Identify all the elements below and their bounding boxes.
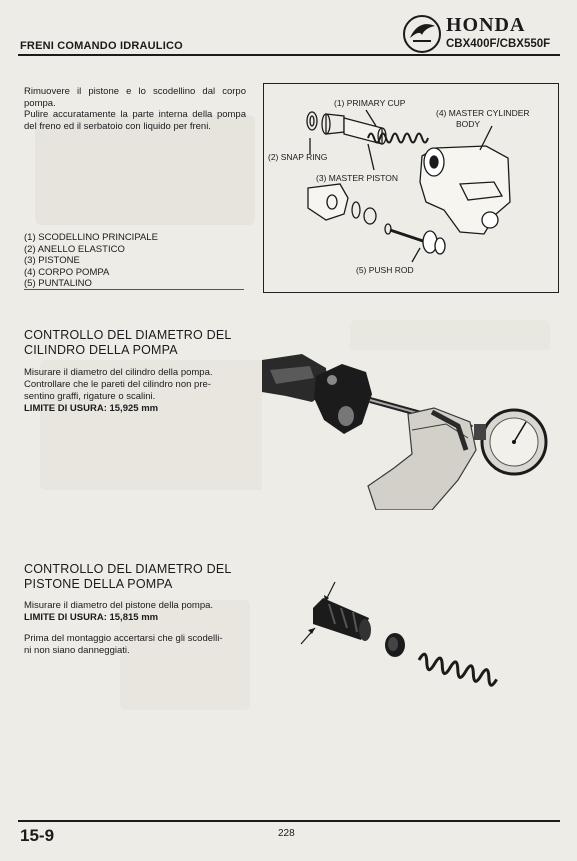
list-divider (24, 289, 244, 290)
honda-wing-logo-icon (402, 14, 442, 54)
list-item: (1) SCODELLINO PRINCIPALE (24, 232, 158, 243)
piston-parts-photo (295, 578, 515, 708)
label-snap-ring: (2) SNAP RING (268, 152, 328, 162)
parts-list (24, 232, 254, 290)
piston-note-line: ni non siano danneggiati. (24, 645, 130, 656)
leader-line (368, 144, 374, 170)
header-rule (18, 54, 560, 56)
section-page-id: 15-9 (20, 826, 55, 845)
piston-heading-line2: PISTONE DELLA POMPA (24, 576, 173, 591)
list-item: (2) ANELLO ELASTICO (24, 243, 125, 255)
footer-rule (18, 820, 560, 822)
list-item: (3) PISTONE (24, 255, 80, 267)
cylinder-text-line: Misurare il diametro del cilindro della pompa. (24, 367, 213, 378)
intro-text-2: Pulire accuratamente la parte interna della pompa del freno ed il serbatoio con liquido per freni. (24, 109, 246, 132)
piston-section-heading (24, 562, 232, 591)
master-piston-part (344, 118, 382, 144)
label-master-piston: (3) MASTER PISTON (316, 173, 399, 183)
brand-name: HONDA (446, 14, 526, 36)
list-item: (4) CORPO POMPA (24, 266, 110, 278)
list-item: (5) PUNTALINO (24, 278, 92, 290)
piston-wear-limit: LIMITE DI USURA: 15,815 mm (24, 612, 159, 623)
page-number: 228 (278, 828, 295, 839)
label-push-rod: (5) PUSH ROD (356, 265, 414, 275)
brand-models: CBX400F/CBX550F (446, 38, 551, 50)
cylinder-text-line: Controllare che le pareti del cilindro non pre- (24, 379, 211, 390)
cylinder-bore-measurement-photo (262, 350, 558, 510)
piston-section-text (24, 600, 254, 657)
washer-part (352, 202, 360, 218)
label-primary-cup: (1) PRIMARY CUP (334, 98, 406, 108)
return-spring-part (417, 653, 498, 686)
leader-line (412, 248, 420, 262)
intro-text-1: Rimuovere il pistone e lo scodellino dal corpo pompa. (24, 86, 246, 109)
cylinder-heading-line2: CILINDRO DELLA POMPA (24, 342, 178, 357)
cylinder-section-text (24, 367, 254, 415)
cylinder-section-heading (24, 328, 232, 357)
label-master-cylinder-line1: (4) MASTER CYLINDER (436, 108, 530, 118)
intro-paragraph (24, 86, 246, 132)
section-title: FRENI COMANDO IDRAULICO (20, 40, 183, 52)
label-master-cylinder-line2: BODY (456, 119, 481, 129)
piston-text-line: Misurare il diametro del pistone della pompa. (24, 600, 214, 611)
piston-note-line: Prima del montaggio accertarsi che gli scodelli- (24, 633, 223, 644)
piston-heading-line1: CONTROLLO DEL DIAMETRO DEL (24, 562, 232, 576)
snap-ring-part (307, 112, 317, 130)
cylinder-text-line: sentino graffi, rigature o scalini. (24, 391, 156, 402)
cylinder-wear-limit: LIMITE DI USURA: 15,925 mm (24, 403, 159, 414)
cylinder-heading-line1: CONTROLLO DEL DIAMETRO DEL (24, 328, 232, 342)
bracket-part (308, 184, 348, 220)
